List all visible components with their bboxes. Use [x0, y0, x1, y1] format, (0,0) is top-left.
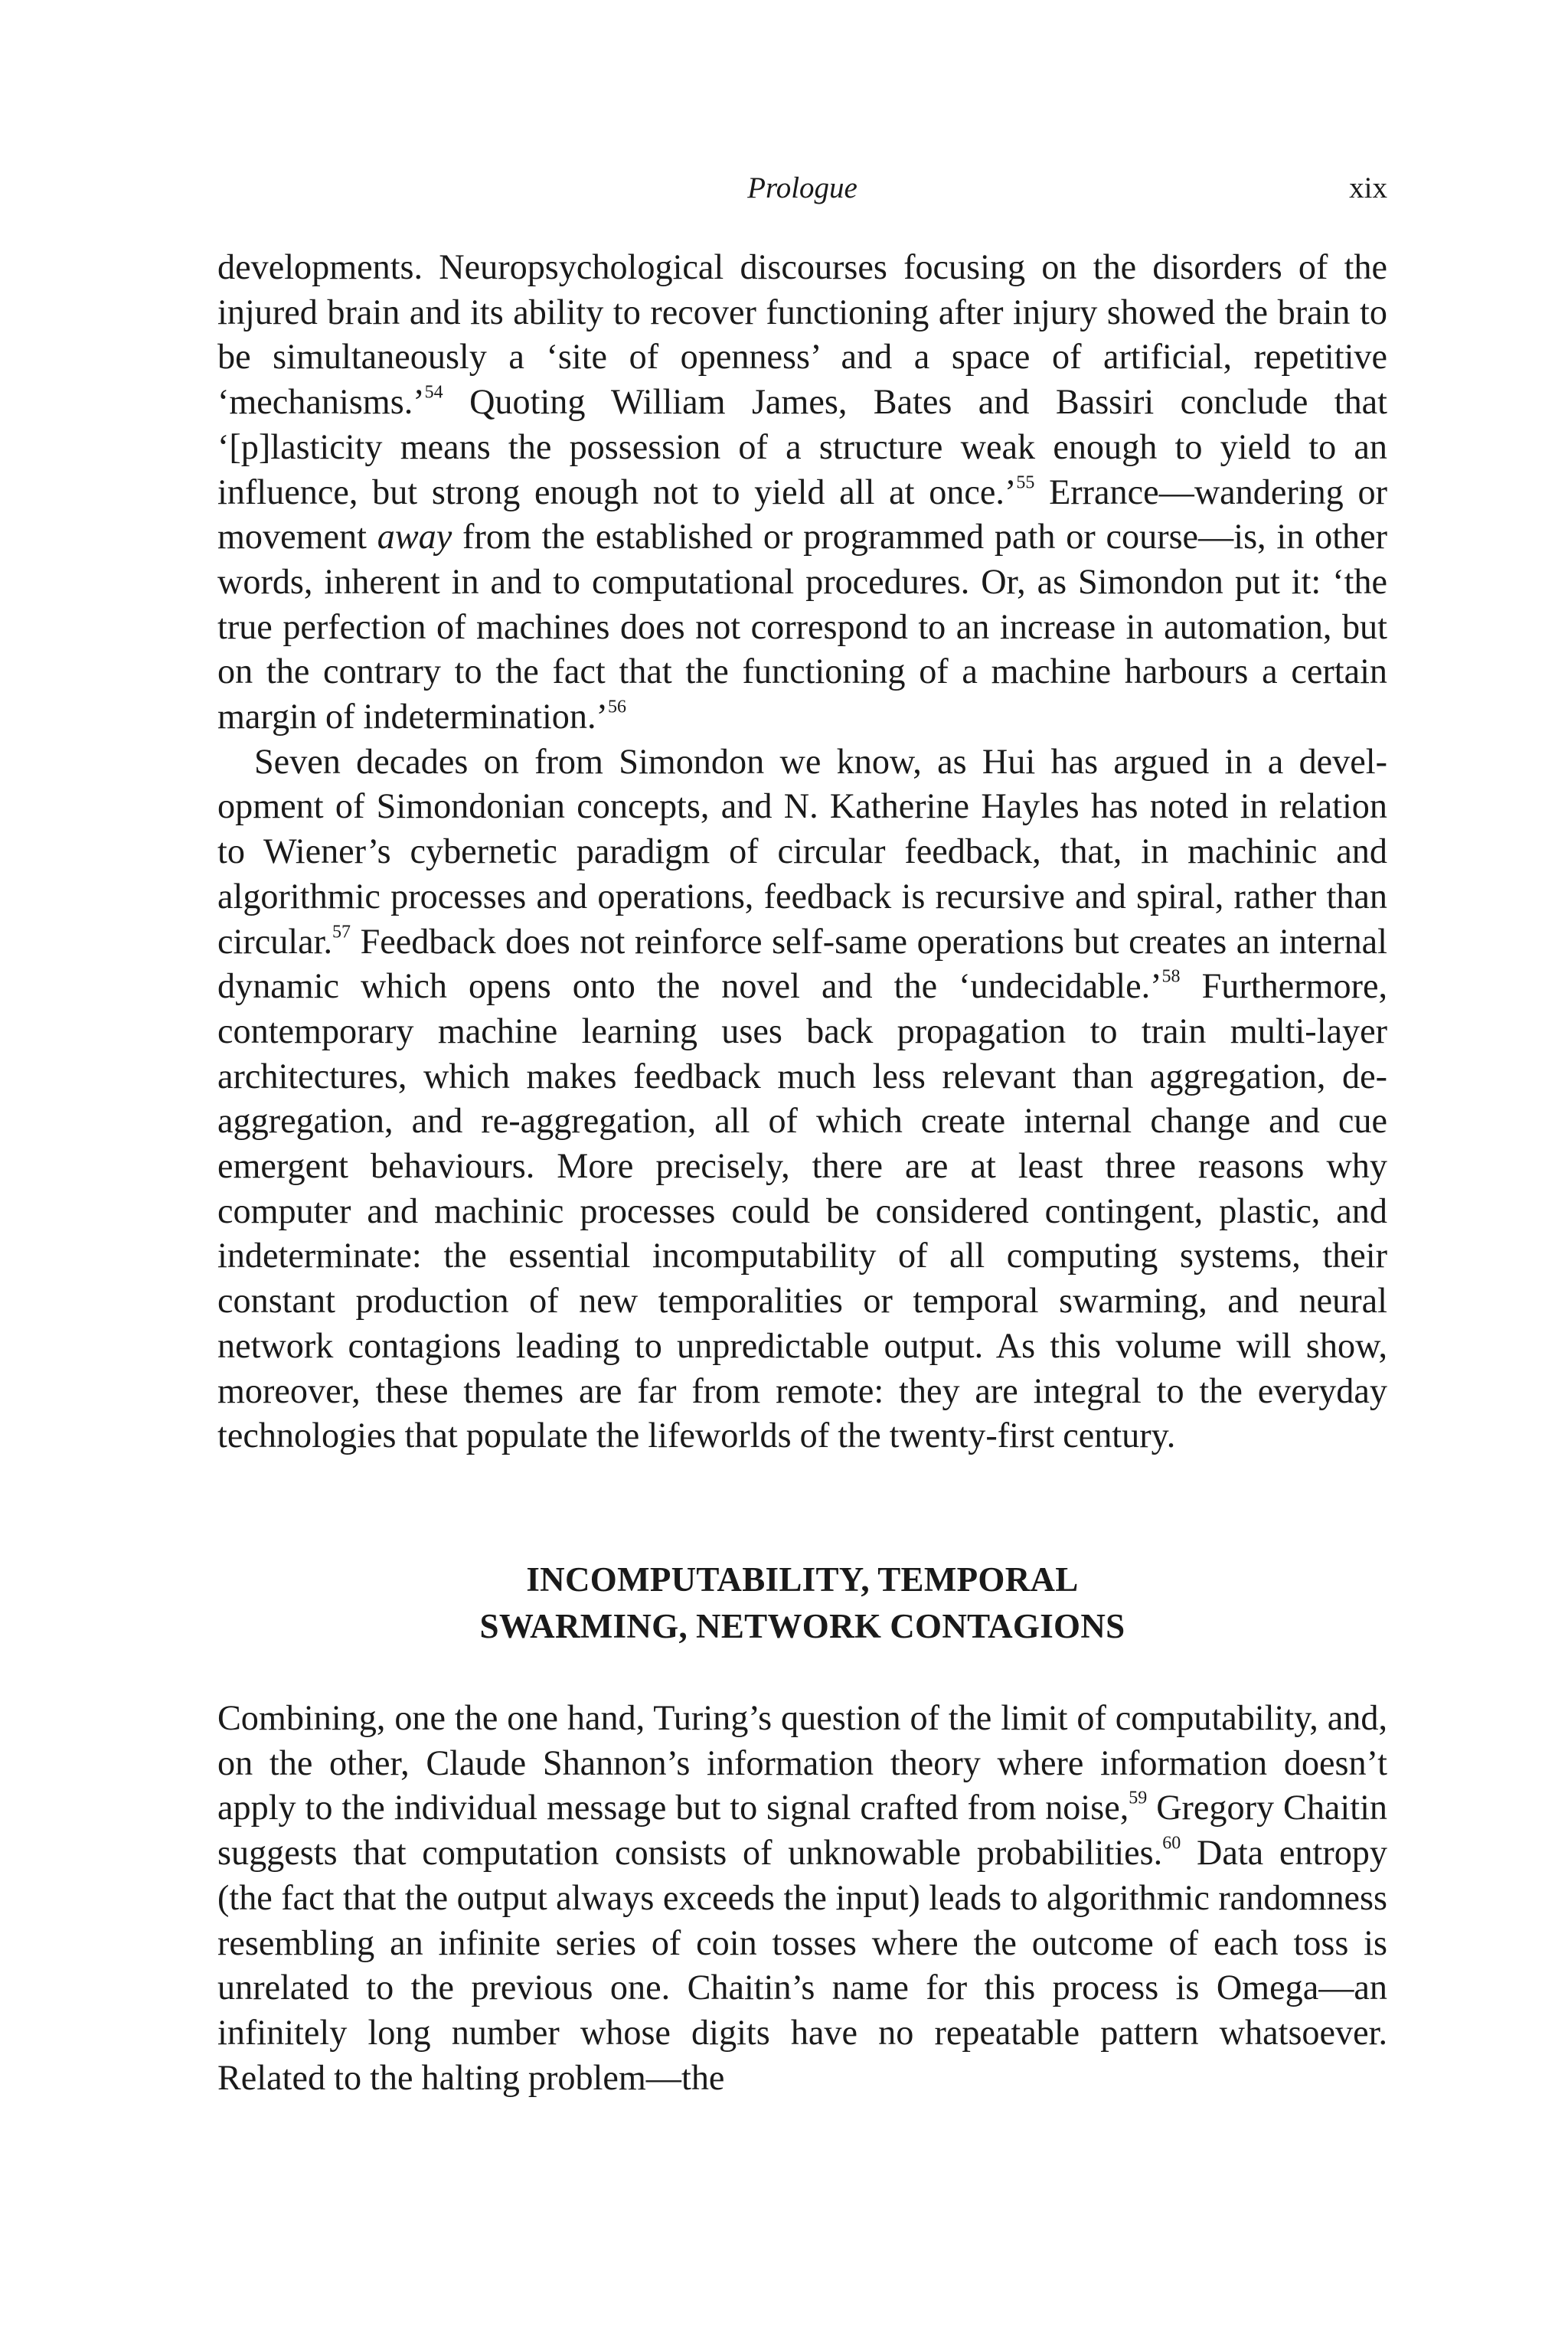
section-heading-line-2: SWARMING, NETWORK CONTAGIONS [479, 1606, 1125, 1645]
text-run: developments. Neuropsychological discourses focusing on the disorders of the injured brain and its ability to recover functioning after injury showed the brain to be simultaneously a ‘site of openness’ and a space of artificial, repetitive ‘mechanisms.’ [217, 247, 1387, 422]
text-run: Data entropy (the fact that the output always exceeds the input) leads to algorithmic randomness resembling an infinite series of coin tosses where the outcome of each toss is unrelated to the previous one. Chaitin’s name for this process is Omega—an infinitely long number whose digits have no repeatable pattern whatsoever. Related to the halting problem—the [217, 1833, 1387, 2097]
text-run: Combining, one the one hand, Turing’s question of the limit of computability, and, on the other, Claude Shannon’s information theory where information doesn’t apply to the individual message but to signal crafted from noise, [217, 1697, 1387, 1828]
section-heading-line-1: INCOMPUTABILITY, TEMPORAL [526, 1560, 1079, 1599]
text-run: Seven decades on from Simondon we know, as Hui has argued in a development of Simondonian concepts, and N. Katherine Hayles has noted in relation to Wiener’s cybernetic paradigm of circular feedback, that, in machinic and algorithmic processes and operations, feedback is recursive and spiral, rather than circular. [217, 741, 1387, 961]
running-head [217, 167, 1387, 210]
page-number: xix [1349, 172, 1387, 204]
footnote-ref-56[interactable]: 56 [607, 697, 626, 717]
footnote-ref-57[interactable]: 57 [332, 922, 351, 942]
paragraph-1 [217, 245, 1387, 740]
text-run: Quoting William James, Bates and Bassiri conclude that ‘[p]lasticity means the possession of a structure weak enough to yield to an influence, but strong enough not to yield all at once.’ [217, 382, 1387, 511]
running-title: Prologue [747, 172, 858, 204]
italic-emphasis: away [377, 517, 452, 557]
paragraph-3 [217, 1696, 1387, 2100]
section-heading [217, 1557, 1387, 1650]
body-text [217, 245, 1387, 2100]
footnote-ref-60[interactable]: 60 [1162, 1833, 1181, 1854]
text-run: Feedback does not reinforce self-same operations but creates an internal dynamic which opens onto the novel and the ‘undecidable.’ [217, 921, 1387, 1006]
text-run: Errance—wandering or movement [217, 472, 1387, 557]
text-run: Furthermore, contemporary machine learning uses back propagation to train multi-layer architectures, which makes feedback much less relevant than aggregation, de-aggregation, and re-aggregation, all of which create internal change and cue emergent behaviours. More precisely, there are at least three reasons why computer and machinic processes could be considered contingent, plastic, and indeterminate: the essential incomputability of all computing systems, their constant production of new temporalities or temporal swarming, and neural network contagions leading to unpredictable output. As this volume will show, moreover, these themes are far from remote: they are integral to the everyday technologies that populate the lifeworlds of the twenty-first century. [217, 966, 1387, 1455]
footnote-ref-58[interactable]: 58 [1161, 966, 1181, 987]
text-run: from the established or programmed path or course—is, in other words, inherent in and to computational procedures. Or, as Simondon put it: ‘the true perfection of machines does not correspond to an increase in automation, but on the contrary to the fact that the functioning of a machine harbours a certain margin of indetermination.’ [217, 517, 1387, 737]
footnote-ref-55[interactable]: 55 [1016, 472, 1035, 493]
paragraph-2 [217, 740, 1387, 1459]
text-run: Gregory Chaitin suggests that computation consists of unknowable probabilities. [217, 1788, 1387, 1873]
footnote-ref-54[interactable]: 54 [424, 382, 443, 403]
footnote-ref-59[interactable]: 59 [1129, 1788, 1148, 1808]
